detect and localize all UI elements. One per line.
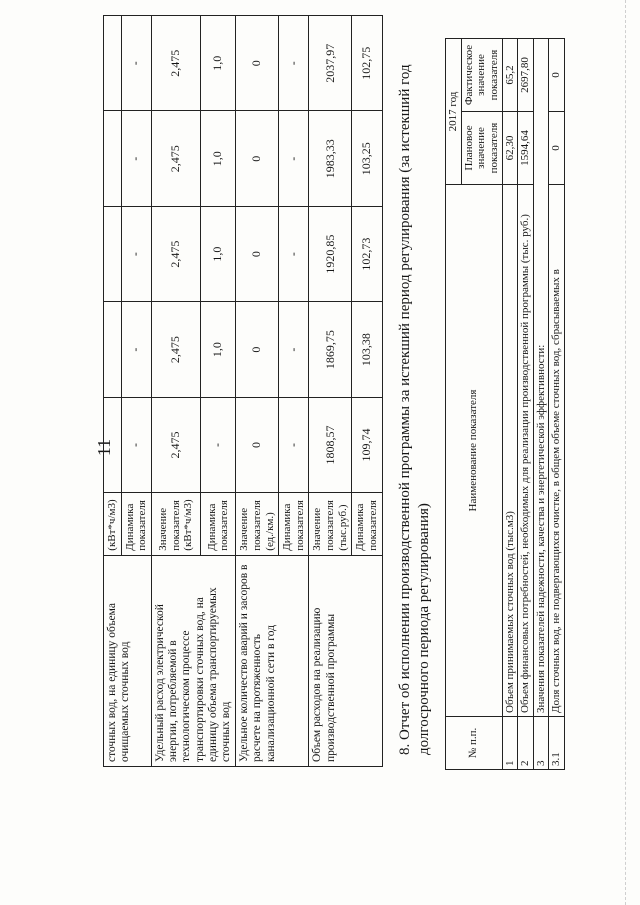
row-name: Объем финансовых потребностей, необходимых для реализации производственной программы (тыс. руб.) [518, 185, 534, 717]
column-header-fact: Фактическое значение показателя [461, 39, 502, 112]
page-number: 11 [94, 438, 115, 457]
table-cell: 2,475 [151, 206, 200, 301]
table-cell: 1,0 [201, 206, 236, 301]
table-cell: - [279, 16, 309, 112]
table-cell: 102,75 [352, 16, 382, 112]
table-cell: 1,0 [201, 16, 236, 112]
table-cell: 0 [236, 16, 279, 112]
column-header-number: № п.п. [446, 717, 503, 770]
indicator-unit: (кВт*ч/м3) [104, 493, 122, 555]
table-cell: - [279, 111, 309, 206]
table-cell: 1,0 [201, 302, 236, 397]
table-cell: 1920,85 [309, 206, 352, 301]
table-row [518, 39, 534, 770]
table-cell [104, 302, 122, 397]
plan-value: 0 [549, 112, 565, 185]
table-row [502, 39, 518, 770]
table-cell: 0 [236, 302, 279, 397]
table-cell: 2,475 [151, 16, 200, 112]
row-number: 3.1 [549, 717, 565, 770]
table-row [236, 16, 279, 767]
indicator-unit: Значение показателя (кВт*ч/м3) [151, 493, 200, 555]
indicators-table [103, 15, 383, 767]
table-cell: 0 [236, 111, 279, 206]
table-cell: 0 [236, 206, 279, 301]
indicator-name: Удельное количество аварий и засоров в расчете на протяженность канализационной сети в год [236, 555, 309, 766]
table-cell: - [279, 206, 309, 301]
section-8-heading: 8. Отчет об исполнении производственной программы за истекший период регулирования (за истекший год долгосрочного периода регулирования) [397, 64, 432, 755]
program-report-table [445, 38, 565, 770]
indicator-unit: Динамика показателя [121, 493, 151, 555]
table-cell: 1,0 [201, 111, 236, 206]
row-name: Объем принимаемых сточных вод (тыс.м3) [502, 185, 518, 717]
indicator-unit: Значение показателя (тыс.руб.) [309, 493, 352, 555]
row-name: Доля сточных вод, не подвергающихся очистке, в общем объеме сточных вод, сбрасываемых в [549, 185, 565, 717]
table-cell: 2037,97 [309, 16, 352, 112]
table-cell: - [279, 397, 309, 492]
table-cell [104, 397, 122, 492]
indicator-name: Удельный расход электрической энергии, потребляемой в технологическом процессе транспортировки сточных вод, на единицу объема транспортируемых сточных вод [151, 555, 235, 766]
table-cell: 103,25 [352, 111, 382, 206]
table-cell: 109,74 [352, 397, 382, 492]
row-number: 2 [518, 717, 534, 770]
table-row [151, 16, 200, 767]
table-cell [104, 16, 122, 112]
table-cell: 0 [236, 397, 279, 492]
indicator-unit: Динамика показателя [201, 493, 236, 555]
row-number: 3 [533, 717, 549, 770]
table-row [549, 39, 565, 770]
table-cell: 102,73 [352, 206, 382, 301]
table-cell: - [201, 397, 236, 492]
plan-value: 62,30 [502, 112, 518, 185]
indicator-name: Объем расходов на реализацию производственной программы [309, 555, 382, 766]
indicator-unit: Динамика показателя [352, 493, 382, 555]
table-cell: 2,475 [151, 302, 200, 397]
table-cell: 1983,33 [309, 111, 352, 206]
indicator-name: сточных вод, на единицу объема очищаемых сточных вод [104, 555, 152, 766]
table-row [309, 16, 352, 767]
table-cell: - [121, 206, 151, 301]
indicator-unit: Значение показателя (ед./км.) [236, 493, 279, 555]
indicator-unit: Динамика показателя [279, 493, 309, 555]
fact-value: 65,2 [502, 39, 518, 112]
table-row [533, 39, 549, 770]
table-cell [104, 111, 122, 206]
table-cell: - [121, 397, 151, 492]
column-header-plan: Плановое значение показателя [461, 112, 502, 185]
table-cell: 103,38 [352, 302, 382, 397]
column-header-year: 2017 год [446, 39, 462, 185]
table-cell: 2,475 [151, 397, 200, 492]
table-cell: 1808,57 [309, 397, 352, 492]
fact-value: 0 [549, 39, 565, 112]
table-cell: 1869,75 [309, 302, 352, 397]
row-number: 1 [502, 717, 518, 770]
column-header-name: Наименование показателя [446, 185, 503, 717]
fact-value: 2697,80 [518, 39, 534, 112]
table-row [104, 16, 122, 767]
table-cell: 2,475 [151, 111, 200, 206]
row-name: Значения показателей надежности, качества и энергетической эффективности: [533, 39, 549, 717]
table-cell: - [121, 302, 151, 397]
plan-value: 1594,64 [518, 112, 534, 185]
table-cell: - [121, 111, 151, 206]
table-cell: - [121, 16, 151, 112]
table-cell [104, 206, 122, 301]
table-cell: - [279, 302, 309, 397]
table-header-row [446, 39, 462, 770]
